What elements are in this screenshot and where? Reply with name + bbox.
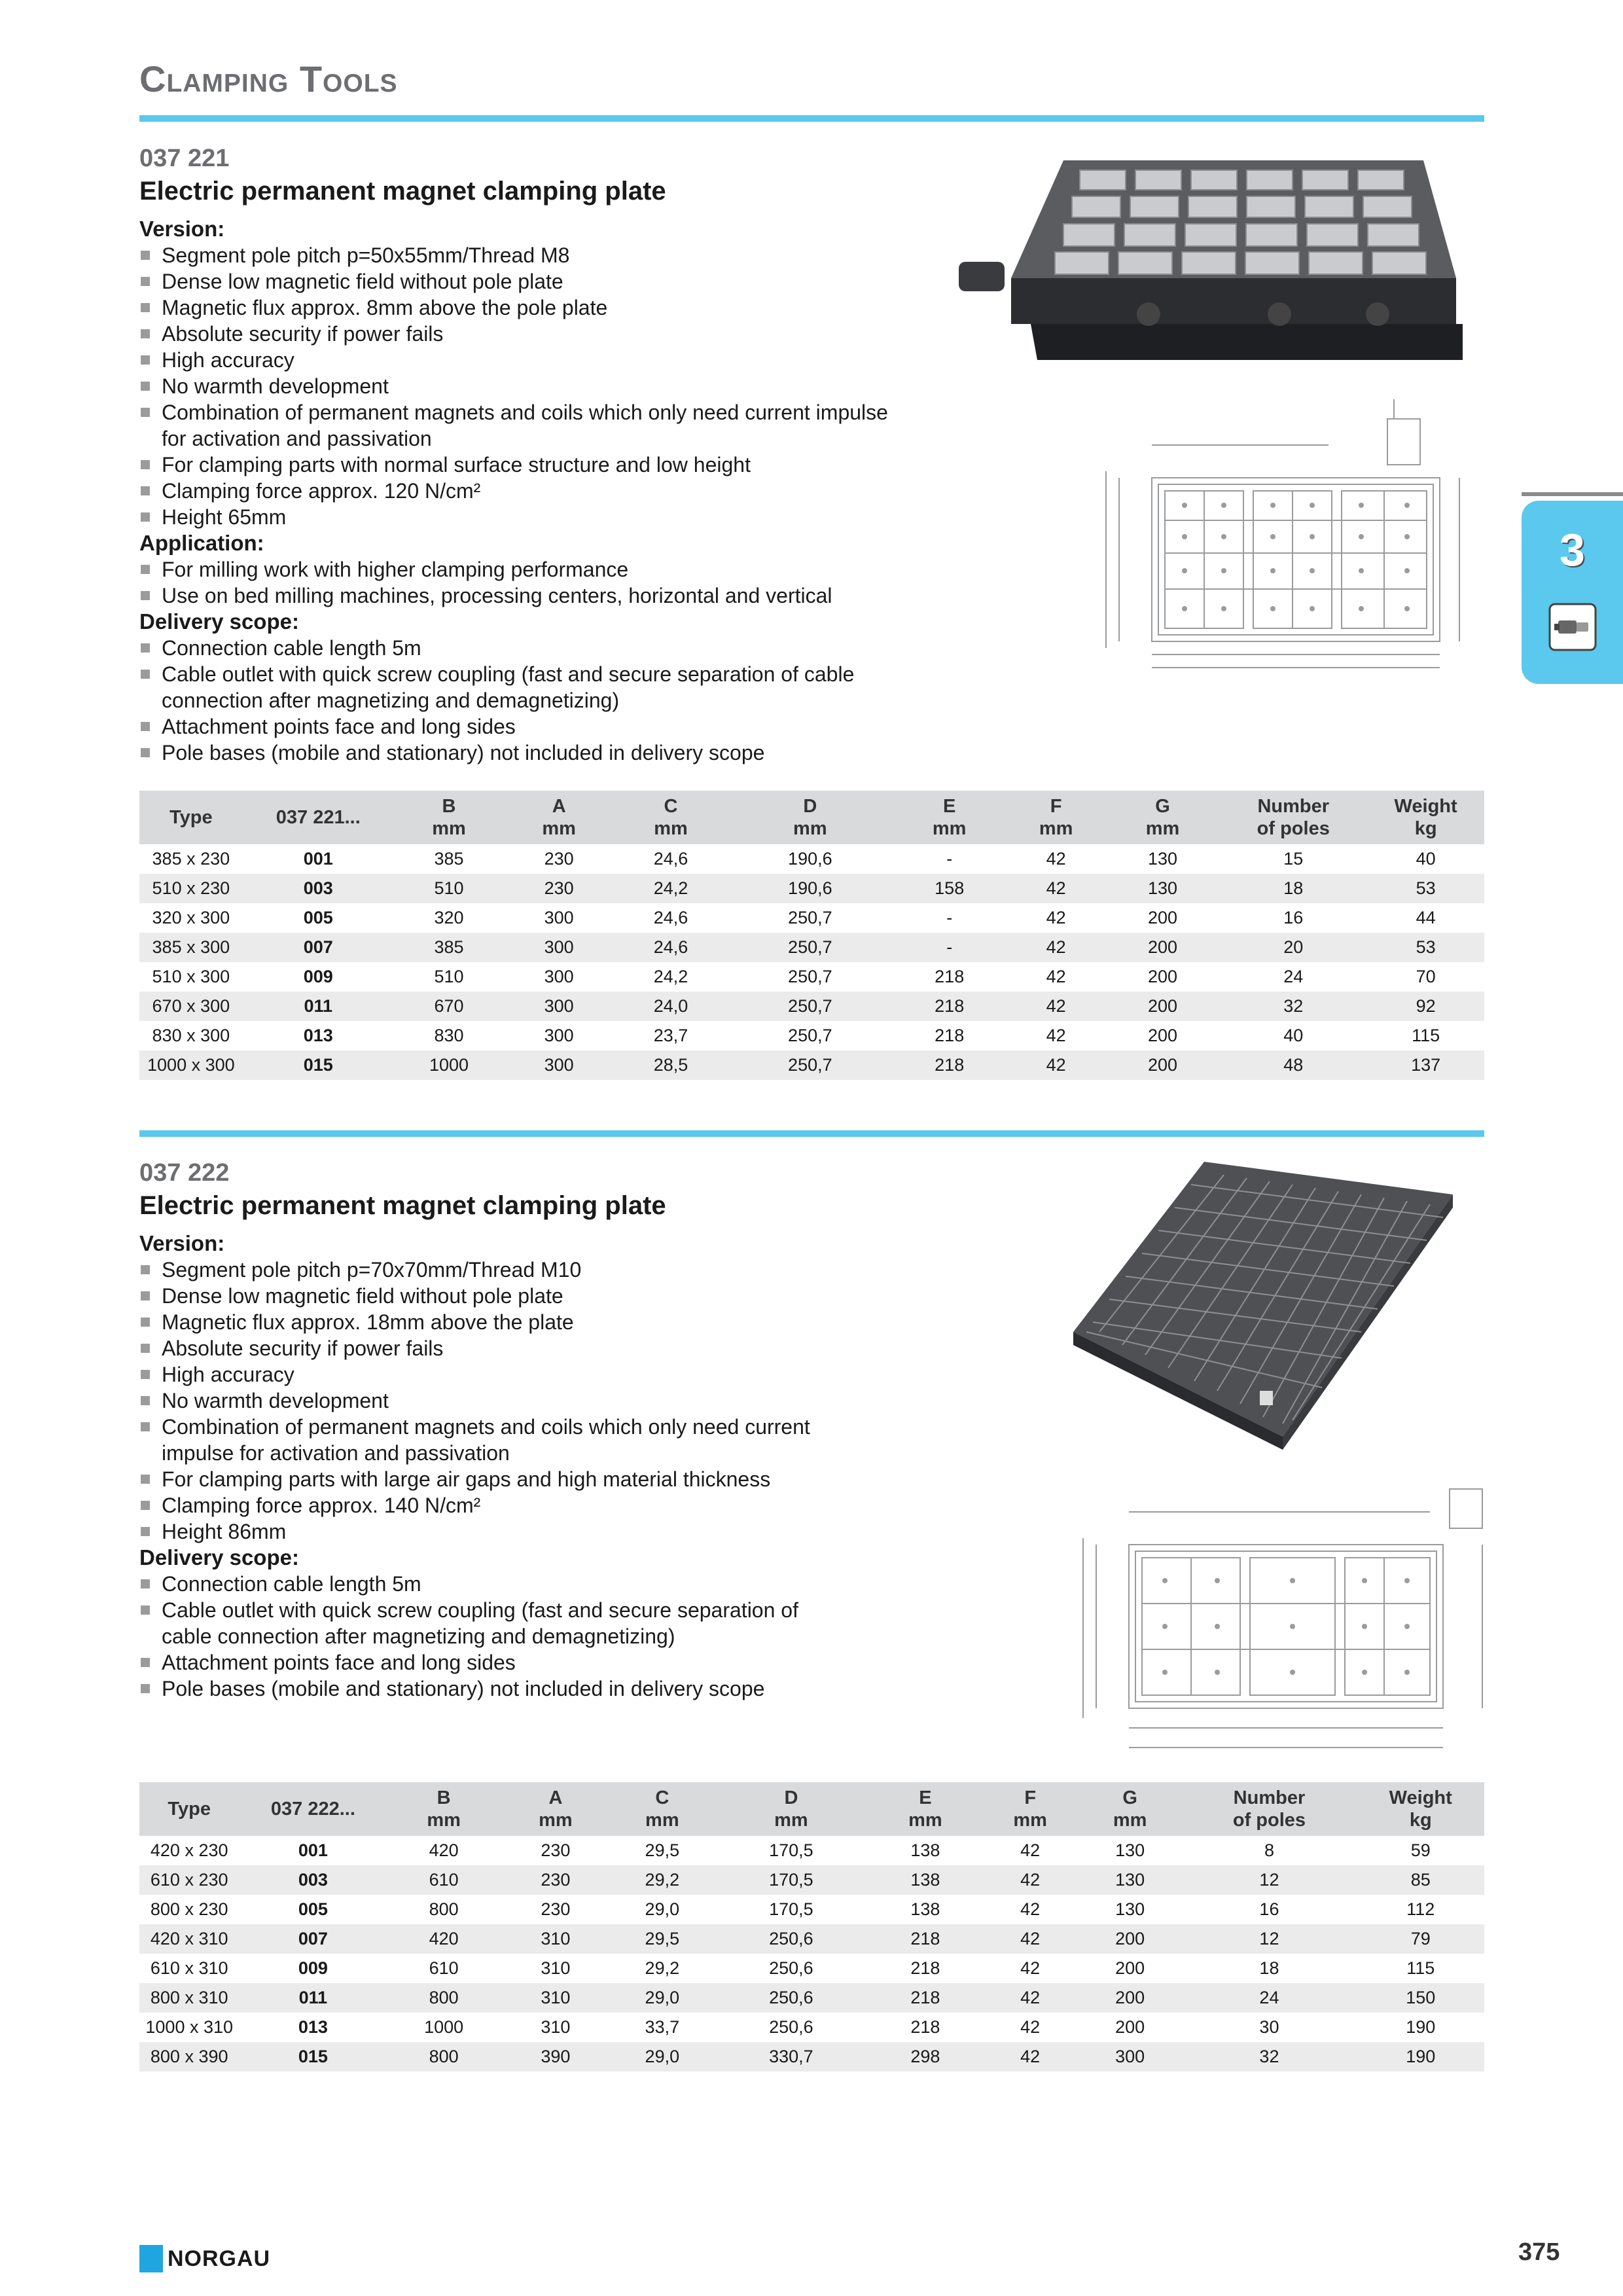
table-cell: 001 [298, 1840, 328, 1860]
brand-logo-mark [139, 2245, 163, 2272]
table-cell: 610 x 310 [150, 1958, 228, 1978]
application-heading: Application: [139, 531, 264, 555]
table-body [139, 1836, 1484, 2072]
table-cell: 53 [1367, 933, 1484, 962]
page-number: 375 [1518, 2238, 1560, 2266]
table-cell: 385 [394, 933, 504, 962]
table-cell: 250,6 [714, 1924, 869, 1954]
list-item: Cable outlet with quick screw coupling (fast and secure separation of [139, 1597, 1484, 1623]
list-item-continued: for activation and passivation [162, 427, 432, 450]
table-cell: 011 [239, 1983, 387, 2013]
table-cell: 230 [501, 1865, 611, 1895]
table-cell: 1000 x 300 [139, 1050, 243, 1080]
col-d: D mm [714, 1782, 869, 1836]
technical-drawing-037222 [1063, 1486, 1495, 1767]
table-cell: 42 [1020, 1899, 1041, 1919]
col-type: Type [139, 791, 243, 844]
list-item: Combination of permanent magnets and coils which only need current [139, 1414, 1484, 1440]
table-cell: 800 [387, 1983, 500, 2013]
table-cell: 218 [868, 1983, 982, 2013]
table-cell: 18 [1259, 1958, 1279, 1978]
table-cell: 33,7 [645, 2017, 680, 2037]
list-item: No warmth development [139, 373, 1484, 399]
table-cell: 29,0 [645, 1899, 680, 1919]
list-item: High accuracy [139, 1361, 1484, 1388]
table-cell: 18 [1219, 874, 1367, 903]
product-photo-037222 [1067, 1155, 1459, 1450]
table-cell: 24,6 [614, 933, 727, 962]
delivery-heading: Delivery scope: [139, 609, 299, 634]
table-cell: 190,6 [788, 849, 832, 869]
table-cell: 130 [1115, 1899, 1145, 1919]
table-cell: 16 [1283, 908, 1304, 927]
table-cell: 42 [982, 2042, 1079, 2072]
table-cell: 015 [239, 2042, 387, 2072]
list-item: High accuracy [139, 347, 1484, 373]
list-item: Magnetic flux approx. 8mm above the pole plate [139, 295, 1484, 321]
list-item: Pole bases (mobile and stationary) not included in delivery scope [139, 740, 1484, 766]
table-cell: 42 [982, 1865, 1079, 1895]
col-e: E mm [868, 1782, 982, 1836]
table-cell: 670 x 300 [139, 992, 243, 1021]
list-item: Attachment points face and long sides [139, 1649, 1484, 1676]
table-cell: 200 [1106, 933, 1219, 962]
table-cell: - [946, 849, 953, 869]
table-cell: - [946, 908, 953, 927]
table-cell: 190,6 [728, 874, 893, 903]
table-cell: 29,0 [611, 1983, 714, 2013]
table-cell: 218 [893, 992, 1006, 1021]
list-item: Segment pole pitch p=70x70mm/Thread M10 [139, 1257, 1484, 1283]
table-cell: 170,5 [769, 1840, 813, 1860]
table-row [139, 2042, 1484, 2072]
product-title: Electric permanent magnet clamping plate [139, 177, 666, 206]
col-g: G mm [1079, 1782, 1182, 1836]
table-cell: 12 [1181, 1924, 1357, 1954]
table-cell: 23,7 [653, 1026, 688, 1045]
table-cell: 24 [1283, 967, 1304, 986]
list-item: Cable outlet with quick screw coupling (fast and secure separation of cable [139, 661, 1484, 687]
col-c: C mm [611, 1782, 714, 1836]
table-cell: 250,6 [769, 2017, 813, 2037]
list-item: For milling work with higher clamping performance [139, 556, 1484, 583]
table-cell: 130 [1115, 1840, 1145, 1860]
table-cell: 320 x 300 [152, 908, 230, 927]
table-cell: 218 [910, 1958, 940, 1978]
header-rule [139, 115, 1484, 122]
col-weight: Weight kg [1357, 1782, 1484, 1836]
table-cell: 230 [504, 874, 614, 903]
col-d: D mm [728, 791, 893, 844]
table-cell: 42 [1006, 1050, 1105, 1080]
table-cell: 300 [504, 1050, 614, 1080]
table-row [139, 1021, 1484, 1050]
table-cell: 230 [544, 849, 574, 869]
quick-coupling-icon [1548, 602, 1597, 652]
table-cell: 200 [1106, 992, 1219, 1021]
table-header-row [139, 1782, 1484, 1836]
table-cell: 190 [1357, 2042, 1484, 2072]
table-cell: 200 [1079, 1983, 1182, 2013]
table-cell: 310 [501, 1983, 611, 2013]
table-cell: 420 [387, 1924, 500, 1954]
table-row [139, 992, 1484, 1021]
table-cell: 005 [303, 908, 333, 927]
table-row [139, 844, 1484, 874]
table-cell: 218 [893, 1050, 1006, 1080]
table-cell: 007 [239, 1924, 387, 1954]
chapter-number: 3 [1560, 524, 1585, 575]
table-cell: 298 [868, 2042, 982, 2072]
table-cell: 800 x 310 [139, 1983, 239, 2013]
table-cell: 385 x 300 [139, 933, 243, 962]
table-cell: 510 [394, 874, 504, 903]
list-item: Combination of permanent magnets and coils which only need current impulse [139, 399, 1484, 425]
col-article: 037 222... [239, 1782, 387, 1836]
table-cell: 250,7 [728, 992, 893, 1021]
table-cell: 170,5 [714, 1865, 869, 1895]
table-cell: 230 [541, 1899, 571, 1919]
table-row [139, 1050, 1484, 1080]
version-heading: Version: [139, 1231, 225, 1255]
col-type: Type [139, 1782, 239, 1836]
table-row [139, 1836, 1484, 1865]
table-cell: 800 [387, 2042, 500, 2072]
table-cell: 29,5 [645, 1840, 680, 1860]
table-cell: 42 [1046, 1026, 1066, 1045]
delivery-heading: Delivery scope: [139, 1545, 299, 1570]
table-cell: 610 [429, 1958, 459, 1978]
col-weight: Weight kg [1367, 791, 1484, 844]
table-cell: 29,0 [611, 2042, 714, 2072]
table-cell: 420 x 310 [139, 1924, 239, 1954]
list-item: Dense low magnetic field without pole plate [139, 1283, 1484, 1309]
table-row [139, 1895, 1484, 1924]
list-item: Connection cable length 5m [139, 635, 1484, 661]
table-cell: 830 [434, 1026, 464, 1045]
table-cell: 013 [303, 1026, 333, 1045]
table-cell: 190 [1406, 2017, 1436, 2037]
table-cell: 59 [1410, 1840, 1431, 1860]
list-item: Absolute security if power fails [139, 321, 1484, 347]
section-divider [139, 1130, 1484, 1137]
table-cell: 800 x 390 [139, 2042, 239, 2072]
table-cell: 24,2 [653, 967, 688, 986]
col-g: G mm [1106, 791, 1219, 844]
table-header-row [139, 791, 1484, 844]
table-cell: 115 [1412, 1026, 1440, 1045]
list-item: Use on bed milling machines, processing centers, horizontal and vertical [139, 583, 1484, 609]
table-cell: 250,7 [788, 1026, 832, 1045]
table-cell: 137 [1367, 1050, 1484, 1080]
table-cell: 150 [1357, 1983, 1484, 2013]
table-cell: 310 [541, 2017, 571, 2037]
table-cell: 1000 [424, 2017, 464, 2037]
table-cell: 15 [1283, 849, 1304, 869]
table-cell: 16 [1259, 1899, 1279, 1919]
list-item: Height 86mm [139, 1518, 1484, 1545]
side-tab-rule [1522, 492, 1623, 496]
table-cell: 510 x 300 [152, 967, 230, 986]
table-cell: 24,2 [614, 874, 727, 903]
table-cell: 42 [1020, 1958, 1041, 1978]
table-body [139, 844, 1484, 1080]
table-cell: 138 [868, 1865, 982, 1895]
table-cell: 44 [1416, 908, 1436, 927]
table-cell: 42 [982, 1983, 1079, 2013]
table-cell: 200 [1115, 1958, 1145, 1978]
table-cell: 24,6 [653, 908, 688, 927]
table-cell: 29,5 [611, 1924, 714, 1954]
version-heading: Version: [139, 217, 225, 241]
table-cell: 300 [544, 1026, 574, 1045]
table-row [139, 1983, 1484, 2013]
table-cell: 42 [1046, 967, 1066, 986]
table-cell: 009 [303, 967, 333, 986]
list-item: Attachment points face and long sides [139, 713, 1484, 740]
table-cell: 48 [1219, 1050, 1367, 1080]
table-cell: 015 [243, 1050, 394, 1080]
table-cell: 013 [298, 2017, 328, 2037]
table-cell: 300 [504, 992, 614, 1021]
table-cell: 24 [1181, 1983, 1357, 2013]
list-item: Magnetic flux approx. 18mm above the plate [139, 1309, 1484, 1335]
list-item: For clamping parts with large air gaps and high material thickness [139, 1466, 1484, 1492]
table-cell: 230 [541, 1840, 571, 1860]
table-cell: 40 [1283, 1026, 1304, 1045]
technical-drawing-037221 [1080, 393, 1486, 687]
table-cell: 92 [1367, 992, 1484, 1021]
table-cell: 200 [1148, 967, 1178, 986]
table-cell: 130 [1106, 874, 1219, 903]
table-cell: 250,6 [714, 1983, 869, 2013]
table-cell: 24,0 [614, 992, 727, 1021]
table-cell: 510 [434, 967, 464, 986]
table-cell: 130 [1079, 1865, 1182, 1895]
table-cell: 310 [541, 1958, 571, 1978]
table-row [139, 962, 1484, 992]
article-number: 037 222 [139, 1159, 230, 1187]
table-cell: 53 [1367, 874, 1484, 903]
col-article: 037 221... [243, 791, 394, 844]
table-cell: 610 x 230 [139, 1865, 239, 1895]
col-poles: Number of poles [1181, 1782, 1357, 1836]
table-cell: 1000 [394, 1050, 504, 1080]
dimensions-table-037221 [139, 791, 1484, 1080]
table-cell: 28,5 [614, 1050, 727, 1080]
table-cell: 009 [298, 1958, 328, 1978]
table-cell: 300 [544, 908, 574, 927]
table-row [139, 1865, 1484, 1895]
table-cell: 79 [1357, 1924, 1484, 1954]
list-item: No warmth development [139, 1388, 1484, 1414]
table-cell: 115 [1406, 1958, 1435, 1978]
dimensions-table-037222 [139, 1782, 1484, 2072]
table-cell: 003 [243, 874, 394, 903]
table-cell: 200 [1079, 1924, 1182, 1954]
page-title: Clamping Tools [139, 58, 398, 99]
table-cell: 218 [910, 2017, 940, 2037]
col-f: F mm [982, 1782, 1079, 1836]
table-cell: 42 [1020, 2017, 1041, 2037]
table-cell: 385 [434, 849, 464, 869]
table-cell: 32 [1181, 2042, 1357, 2072]
table-cell: 200 [1106, 1050, 1219, 1080]
table-cell: 420 x 230 [150, 1840, 228, 1860]
col-f: F mm [1006, 791, 1105, 844]
article-number: 037 221 [139, 145, 230, 172]
table-row [139, 933, 1484, 962]
table-cell: 830 x 300 [152, 1026, 230, 1045]
table-row [139, 1924, 1484, 1954]
table-cell: 250,7 [728, 1050, 893, 1080]
table-cell: 200 [1115, 2017, 1145, 2037]
table-cell: 42 [1046, 908, 1066, 927]
table-cell: 250,7 [728, 933, 893, 962]
table-cell: 218 [935, 1026, 965, 1045]
table-cell: 30 [1259, 2017, 1279, 2037]
list-item: Segment pole pitch p=50x55mm/Thread M8 [139, 242, 1484, 268]
table-cell: 007 [243, 933, 394, 962]
table-cell: 390 [501, 2042, 611, 2072]
col-a: A mm [504, 791, 614, 844]
table-cell: 42 [1006, 933, 1105, 962]
table-cell: 112 [1406, 1899, 1435, 1919]
table-cell: 42 [1006, 992, 1105, 1021]
table-cell: - [893, 933, 1006, 962]
table-cell: 300 [1079, 2042, 1182, 2072]
brand-logo: NORGAU [168, 2246, 271, 2271]
list-item-continued: impulse for activation and passivation [162, 1441, 510, 1465]
product-title: Electric permanent magnet clamping plate [139, 1191, 666, 1220]
table-cell: 250,7 [788, 908, 832, 927]
list-item: Pole bases (mobile and stationary) not included in delivery scope [139, 1676, 1484, 1702]
table-row [139, 2013, 1484, 2042]
table-cell: 218 [935, 967, 965, 986]
table-cell: 85 [1357, 1865, 1484, 1895]
table-cell: 32 [1219, 992, 1367, 1021]
table-cell: 250,7 [788, 967, 832, 986]
table-cell: 510 x 230 [139, 874, 243, 903]
table-cell: 170,5 [769, 1899, 813, 1919]
table-cell: 24,6 [653, 849, 688, 869]
table-cell: 420 [429, 1840, 459, 1860]
list-item-continued: connection after magnetizing and demagnetizing) [162, 689, 620, 712]
table-cell: 800 [429, 1899, 459, 1919]
table-cell: 70 [1416, 967, 1436, 986]
col-a: A mm [501, 1782, 611, 1836]
table-cell: 001 [303, 849, 333, 869]
col-b: B mm [387, 1782, 500, 1836]
table-cell: 42 [1046, 849, 1066, 869]
table-cell: 330,7 [714, 2042, 869, 2072]
table-cell: 40 [1416, 849, 1436, 869]
table-row [139, 874, 1484, 903]
table-cell: 200 [1148, 908, 1178, 927]
table-cell: 20 [1219, 933, 1367, 962]
col-poles: Number of poles [1219, 791, 1367, 844]
table-cell: 003 [239, 1865, 387, 1895]
table-cell: 005 [298, 1899, 328, 1919]
table-cell: 310 [501, 1924, 611, 1954]
list-item: Clamping force approx. 140 N/cm² [139, 1492, 1484, 1518]
col-e: E mm [893, 791, 1006, 844]
table-cell: 12 [1181, 1865, 1357, 1895]
table-cell: 42 [982, 1924, 1079, 1954]
table-cell: 200 [1148, 1026, 1178, 1045]
table-cell: 158 [893, 874, 1006, 903]
list-item: Absolute security if power fails [139, 1335, 1484, 1361]
list-item: Height 65mm [139, 504, 1484, 530]
table-cell: 138 [910, 1840, 940, 1860]
table-cell: 320 [434, 908, 464, 927]
table-cell: 300 [544, 967, 574, 986]
table-cell: 29,2 [645, 1958, 680, 1978]
list-item: Dense low magnetic field without pole plate [139, 268, 1484, 295]
table-cell: 42 [1006, 874, 1105, 903]
product-photo-037221 [952, 147, 1469, 370]
table-cell: 138 [910, 1899, 940, 1919]
table-cell: 300 [504, 933, 614, 962]
table-cell: 218 [868, 1924, 982, 1954]
table-cell: 670 [394, 992, 504, 1021]
table-cell: 130 [1148, 849, 1178, 869]
list-item: Clamping force approx. 120 N/cm² [139, 478, 1484, 504]
list-item-continued: cable connection after magnetizing and demagnetizing) [162, 1624, 675, 1648]
list-item: For clamping parts with normal surface structure and low height [139, 452, 1484, 478]
table-cell: 1000 x 310 [145, 2017, 234, 2037]
table-cell: 42 [1020, 1840, 1041, 1860]
col-b: B mm [394, 791, 504, 844]
table-cell: 610 [387, 1865, 500, 1895]
table-row [139, 903, 1484, 933]
table-row [139, 1954, 1484, 1983]
table-cell: 800 x 230 [150, 1899, 228, 1919]
table-cell: 8 [1264, 1840, 1274, 1860]
col-c: C mm [614, 791, 727, 844]
list-item: Connection cable length 5m [139, 1571, 1484, 1597]
table-cell: 385 x 230 [152, 849, 230, 869]
table-cell: 250,6 [769, 1958, 813, 1978]
table-cell: 011 [243, 992, 394, 1021]
table-cell: 29,2 [611, 1865, 714, 1895]
